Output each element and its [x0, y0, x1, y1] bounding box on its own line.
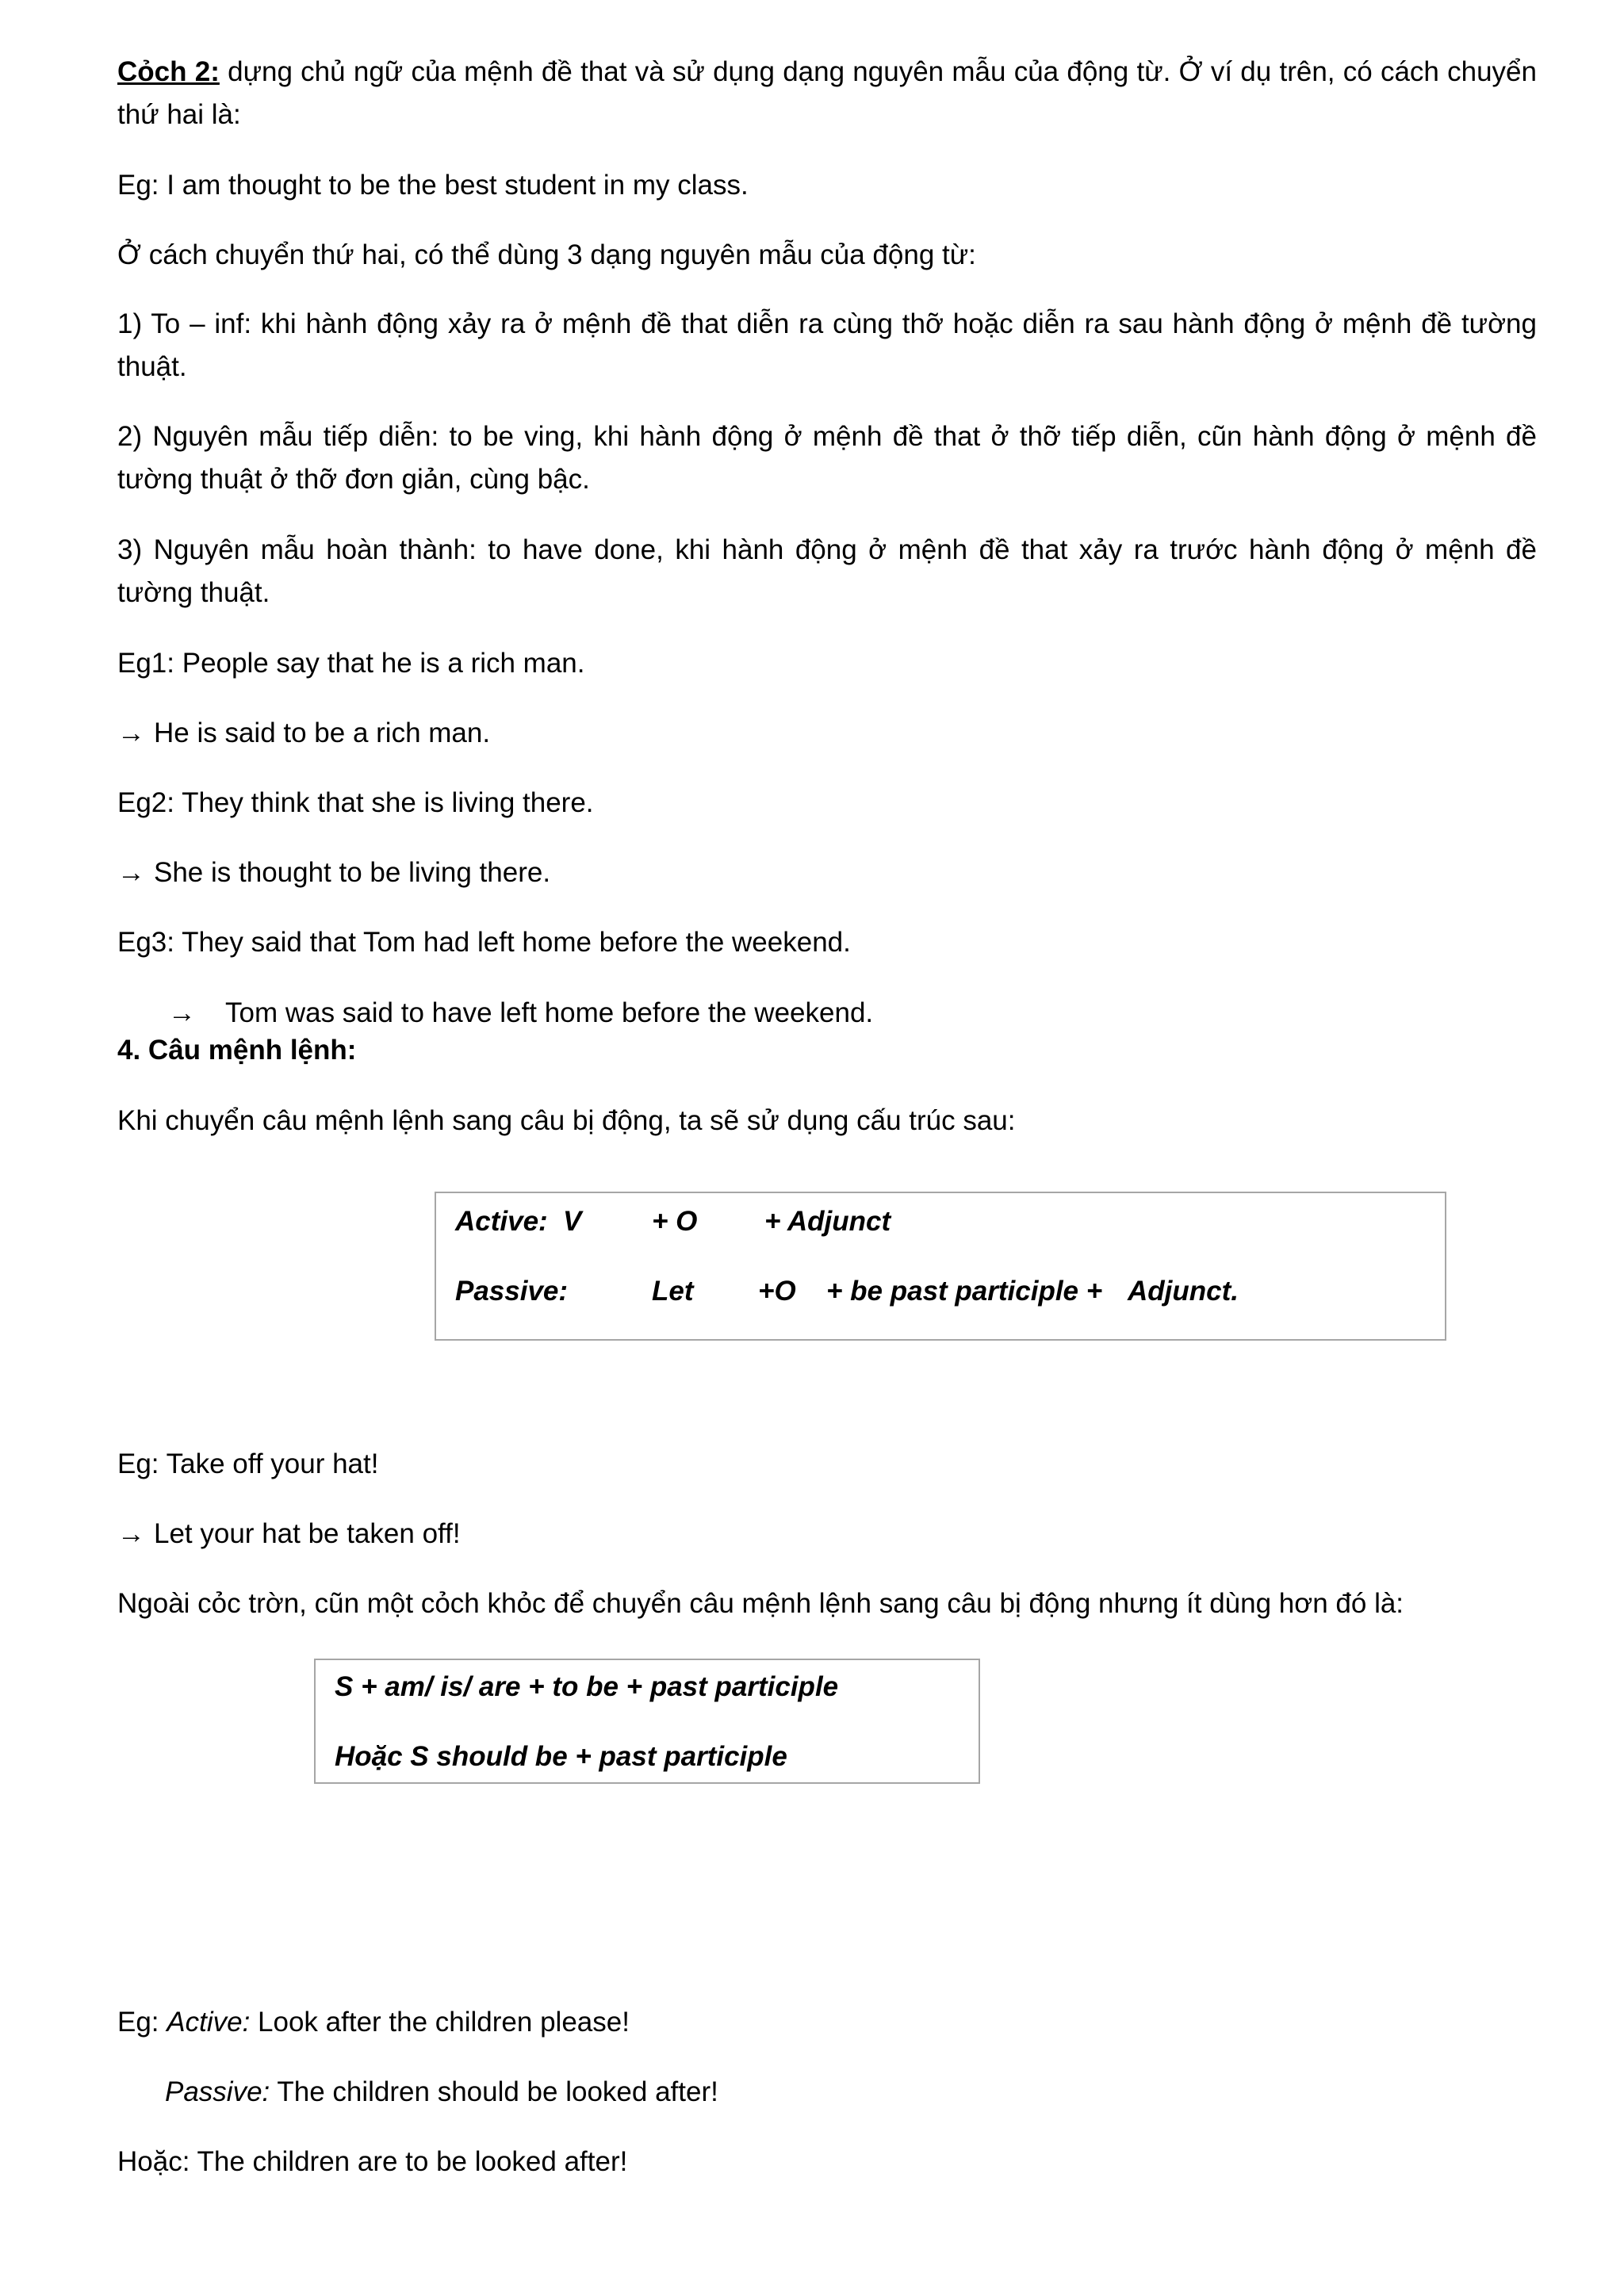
example-4-answer — [117, 1513, 1537, 1556]
example-2-answer — [117, 851, 1537, 894]
example-3-answer-text: Tom was said to have left home before the weekend. — [225, 997, 874, 1028]
method-2-paragraph — [117, 51, 1537, 136]
alternative-structure-line-1: S + am/ is/ are + to be + past participle — [335, 1671, 839, 1702]
example-5-passive-label: Passive: — [165, 2076, 270, 2107]
form-1-to-inf: 1) To – inf: khi hành động xảy ra ở mệnh đề that diễn ra cùng thỡ hoặc diễn ra sau hành động ở mệnh đề tường thuật. — [117, 308, 1537, 382]
example-5-prefix: Eg: — [117, 2007, 167, 2038]
example-3-answer — [168, 992, 1516, 1035]
passive-label: Passive: — [455, 1276, 569, 1307]
active-adjunct: + Adjunct — [764, 1206, 891, 1237]
example-1-answer-text: He is said to be a rich man. — [154, 718, 491, 748]
example-3: Eg3: They said that Tom had left home before the weekend. — [117, 927, 851, 958]
active-verb: V — [563, 1206, 582, 1237]
passive-object: +O — [758, 1276, 796, 1307]
alternative-structure-line-2: Hoặc S should be + past participle — [335, 1741, 787, 1772]
example-1-answer — [117, 712, 1537, 755]
example-main: Eg: I am thought to be the best student in my class. — [117, 170, 749, 201]
example-5-alternative: Hoặc: The children are to be looked after! — [117, 2146, 628, 2177]
arrow-icon: → — [168, 997, 196, 1028]
example-4: Eg: Take off your hat! — [117, 1448, 379, 1479]
forms-intro: Ở cách chuyển thứ hai, có thể dùng 3 dạng nguyên mẫu của động từ: — [117, 239, 976, 270]
alternative-intro: Ngoài cỏc trờn, cũn một cỏch khỏc để chuyển câu mệnh lệnh sang câu bị động nhưng ít dùng hơn đó là: — [117, 1588, 1404, 1619]
example-5-active-text: Look after the children please! — [250, 2007, 630, 2038]
example-5-passive — [165, 2071, 1584, 2114]
example-2-answer-text: She is thought to be living there. — [154, 857, 551, 888]
section-4-intro: Khi chuyển câu mệnh lệnh sang câu bị động, ta sẽ sử dụng cấu trúc sau: — [117, 1105, 1016, 1136]
example-5-passive-text: The children should be looked after! — [270, 2076, 718, 2107]
imperative-structure-box — [435, 1192, 1446, 1341]
example-4-answer-text: Let your hat be taken off! — [154, 1518, 461, 1549]
method-2-text: dựng chủ ngữ của mệnh đề that và sử dụng dạng nguyên mẫu của động từ. Ở ví dụ trên, có cách chuyển thứ hai là: — [117, 56, 1537, 130]
section-4-title: 4. Câu mệnh lệnh: — [117, 1035, 357, 1066]
example-5-active-label: Active: — [167, 2007, 251, 2038]
arrow-icon: → — [117, 1518, 145, 1549]
passive-be-participle: + be past participle + — [826, 1276, 1103, 1307]
alternative-structure-box — [314, 1659, 980, 1784]
passive-adjunct: Adjunct. — [1128, 1276, 1239, 1307]
form-2-continuous: 2) Nguyên mẫu tiếp diễn: to be ving, khi hành động ở mệnh đề that ở thỡ tiếp diễn, cũn hành động ở mệnh đề tường thuật ở thỡ đơn giản, cùng bậc. — [117, 421, 1537, 495]
method-2-label: Cỏch 2: — [117, 56, 220, 87]
active-label: Active: — [455, 1206, 548, 1237]
arrow-icon: → — [117, 718, 145, 748]
example-2: Eg2: They think that she is living there. — [117, 787, 594, 818]
example-1: Eg1: People say that he is a rich man. — [117, 648, 585, 679]
arrow-icon: → — [117, 857, 145, 888]
passive-let: Let — [652, 1276, 694, 1307]
example-5-active — [117, 2001, 1537, 2044]
form-3-perfect: 3) Nguyên mẫu hoàn thành: to have done, khi hành động ở mệnh đề that xảy ra trước hành động ở mệnh đề tường thuật. — [117, 534, 1537, 608]
active-object: + O — [652, 1206, 698, 1237]
